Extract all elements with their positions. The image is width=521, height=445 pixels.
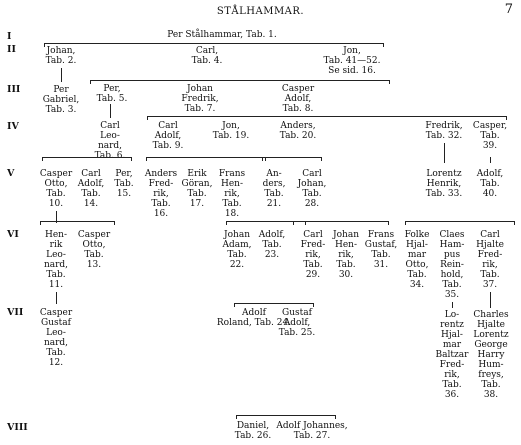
family-brace bbox=[40, 221, 115, 222]
person-adolf-roland: Adolf Roland, Tab. 24. bbox=[216, 308, 292, 328]
generation-label: II bbox=[7, 44, 16, 55]
person-johan: Johan, Tab. 2. bbox=[45, 46, 77, 66]
family-brace bbox=[293, 221, 389, 222]
person-casper: Casper, Tab. 39. bbox=[472, 121, 508, 151]
person-frans-gustaf: Frans Gustaf, Tab. 31. bbox=[364, 230, 398, 270]
person-carl-fredrik: Carl Fred- rik, Tab. 29. bbox=[300, 230, 326, 280]
person-folke-hjalmar: Folke Hjal- mar Otto, Tab. 34. bbox=[404, 230, 430, 290]
person-anders: Anders, Tab. 20. bbox=[279, 121, 317, 141]
family-brace bbox=[42, 157, 132, 158]
family-brace bbox=[146, 157, 266, 158]
person-casper-gustaf: Casper Gustaf Leo- nard, Tab. 12. bbox=[39, 308, 73, 368]
person-per-stalhammar: Per Stålhammar, Tab. 1. bbox=[167, 30, 277, 40]
person-anders: An- ders, Tab. 21. bbox=[262, 169, 286, 209]
family-brace bbox=[236, 415, 336, 416]
person-henrik-leonard: Hen- rik Leo- nard, Tab. 11. bbox=[43, 230, 69, 290]
person-carl-hjalte: Carl Hjalte Fred- rik, Tab. 37. bbox=[476, 230, 504, 290]
person-lorentz-hjalmar: Lo- rentz Hjal- mar Baltzar Fred- rik, Tab. 36. bbox=[435, 310, 469, 400]
generation-label: IV bbox=[7, 121, 19, 132]
person-frans-henrik: Frans Hen- rik, Tab. 18. bbox=[218, 169, 246, 219]
family-brace bbox=[234, 303, 314, 304]
person-erik-goran: Erik Göran, Tab. 17. bbox=[181, 169, 213, 209]
person-lorentz-henrik: Lorentz Henrik, Tab. 33. bbox=[425, 169, 463, 199]
person-adolf: Adolf, Tab. 40. bbox=[476, 169, 504, 199]
person-per: Per, Tab. 5. bbox=[96, 84, 128, 104]
person-johan-henrik: Johan Hen- rik, Tab. 30. bbox=[333, 230, 359, 280]
person-charles-hjalte: Charles Hjalte Lorentz George Harry Hum- freys, Tab. 38. bbox=[473, 310, 509, 400]
generation-label: VII bbox=[7, 307, 24, 318]
family-brace bbox=[405, 221, 515, 222]
connector bbox=[56, 292, 57, 304]
person-johan-adam: Johan Adam, Tab. 22. bbox=[222, 230, 252, 270]
generation-label: V bbox=[7, 168, 15, 179]
person-johan-fredrik: Johan Fredrik, Tab. 7. bbox=[181, 84, 219, 114]
person-casper-otto: Casper Otto, Tab. 13. bbox=[77, 230, 111, 270]
person-carl: Carl, Tab. 4. bbox=[191, 46, 223, 66]
family-brace bbox=[90, 80, 390, 81]
page-title: STÅLHAMMAR. bbox=[216, 6, 305, 17]
person-jon: Jon, Tab. 41—52. Se sid. 16. bbox=[323, 46, 381, 76]
person-per: Per, Tab. 15. bbox=[114, 169, 134, 199]
family-brace bbox=[147, 116, 507, 117]
person-fredrik: Fredrik, Tab. 32. bbox=[425, 121, 463, 141]
person-carl-leonard: Carl Leo- nard, Tab. 6. bbox=[94, 121, 126, 161]
person-carl-adolf: Carl Adolf, Tab. 9. bbox=[152, 121, 184, 151]
person-casper-adolf: Casper Adolf, Tab. 8. bbox=[281, 84, 315, 114]
person-carl-johan: Carl Johan, Tab. 28. bbox=[297, 169, 327, 209]
generation-label: I bbox=[7, 31, 12, 42]
connector bbox=[452, 302, 453, 308]
person-anders-fredrik: Anders Fred- rik, Tab. 16. bbox=[144, 169, 178, 219]
generation-label: VI bbox=[7, 229, 19, 240]
person-daniel: Daniel, Tab. 26. bbox=[234, 421, 272, 441]
person-per-gabriel: Per Gabriel, Tab. 3. bbox=[42, 85, 80, 115]
family-brace bbox=[44, 43, 384, 44]
connector bbox=[110, 104, 111, 118]
connector bbox=[490, 292, 491, 308]
person-casper-otto: Casper Otto, Tab. 10. bbox=[39, 169, 73, 209]
person-carl-adolf: Carl Adolf, Tab. 14. bbox=[77, 169, 105, 209]
connector bbox=[61, 68, 62, 82]
generation-label: III bbox=[7, 84, 21, 95]
connector bbox=[444, 143, 445, 163]
person-gustaf-adolf: Gustaf Adolf, Tab. 25. bbox=[278, 308, 316, 338]
generation-label: VIII bbox=[7, 422, 28, 433]
page-number: 7 bbox=[504, 2, 513, 17]
person-claes-hampus: Claes Ham- pus Rein- hold, Tab. 35. bbox=[439, 230, 465, 300]
family-brace bbox=[262, 157, 322, 158]
person-jon: Jon, Tab. 19. bbox=[212, 121, 250, 141]
person-adolf: Adolf, Tab. 23. bbox=[258, 230, 286, 260]
connector bbox=[490, 157, 491, 163]
person-adolf-johannes: Adolf Johannes, Tab. 27. bbox=[276, 421, 348, 441]
